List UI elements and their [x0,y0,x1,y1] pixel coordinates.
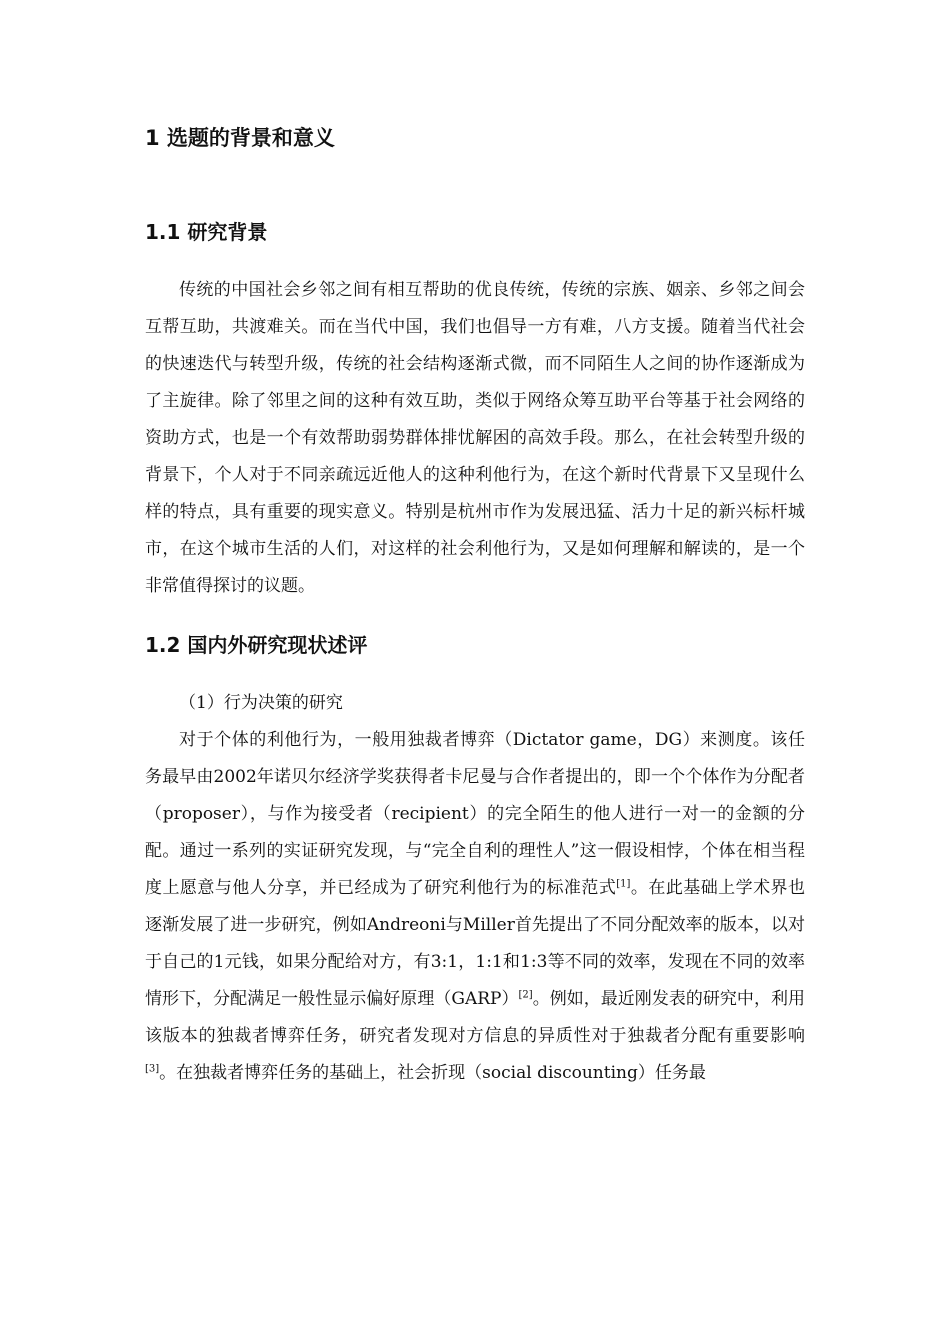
paragraph-text-part3: 。例如，最近刚发表的研究中，利用该版本的独裁者博弈任务，研究者发现对方信息的异质性对于独裁者分配有重要影响 [145,989,805,1046]
paragraph-text-part2: 。在此基础上学术界也逐渐发展了进一步研究，例如Andreoni与Miller首先提出了不同分配效率的版本，以对于自己的1元钱，如果分配给对方，有3:1，1:1和1:3等不同的效率，发现在不同的效率情形下，分配满足一般性显示偏好原理（GARP） [145,878,806,1009]
background-paragraph: 传统的中国社会乡邻之间有相互帮助的优良传统，传统的宗族、姻亲、乡邻之间会互帮互助，共渡难关。而在当代中国，我们也倡导一方有难，八方支援。随着当代社会的快速迭代与转型升级，传统的社会结构逐渐式微，而不同陌生人之间的协作逐渐成为了主旋律。除了邻里之间的这种有效互助，类似于网络众筹互助平台等基于社会网络的资助方式，也是一个有效帮助弱势群体排忧解困的高效手段。那么，在社会转型升级的背景下，个人对于不同亲疏远近他人的这种利他行为，在这个新时代背景下又呈现什么样的特点，具有重要的现实意义。特别是杭州市作为发展迅猛、活力十足的新兴标杆城市，在这个城市生活的人们，对这样的社会利他行为，又是如何理解和解读的，是一个非常值得探讨的议题。 [145,280,805,596]
paragraph-text-part4: 。在独裁者博弈任务的基础上，社会折现（social discounting）任务最 [159,1063,706,1083]
citation-ref-1: [1] [616,878,631,890]
chapter-heading: 1 选题的背景和意义 [145,126,335,150]
subheading-behavioral-decision: （1）行为决策的研究 [179,693,343,713]
document-body [145,120,805,1092]
section-heading-research-background: 1.1 研究背景 [145,220,268,244]
literature-paragraph [145,722,805,1092]
paragraph-text-part1: 对于个体的利他行为，一般用独裁者博弈（Dictator game，DG）来测度。该任务最早由2002年诺贝尔经济学奖获得者卡尼曼与合作者提出的，即一个个体作为分配者（proposer），与作为接受者（recipient）的完全陌生的他人进行一对一的金额的分配。通过一系列的实证研究发现，与“完全自利的理性人”这一假设相悖，个体在相当程度上愿意与他人分享，并已经成为了研究利他行为的标准范式 [145,730,805,898]
section-heading-literature-review: 1.2 国内外研究现状述评 [145,633,368,657]
citation-ref-2: [2] [518,989,533,1001]
citation-ref-3: [3] [145,1063,160,1075]
